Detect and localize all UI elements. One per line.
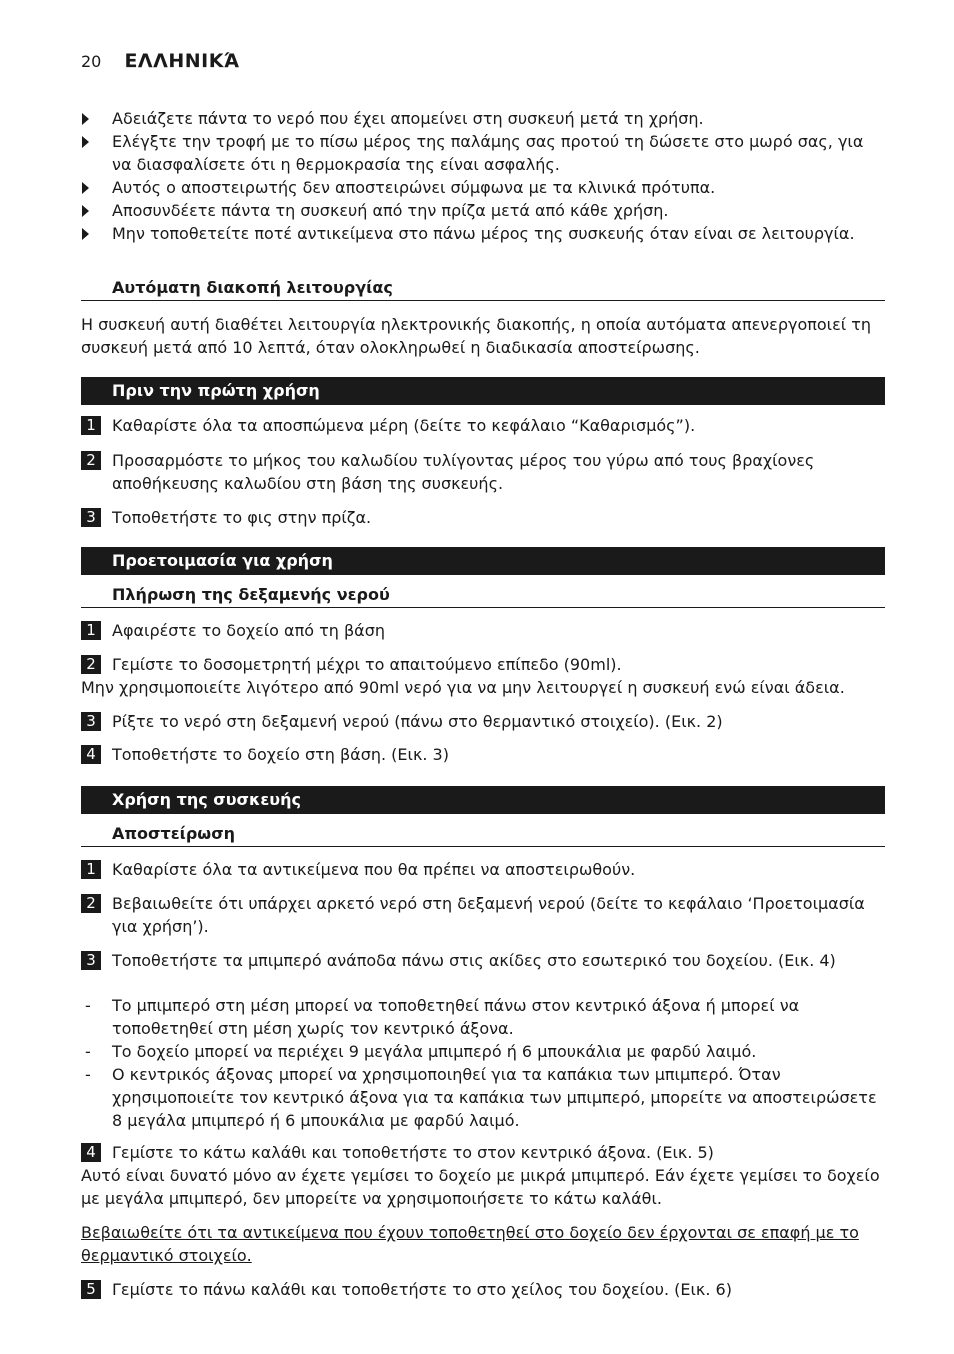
step-number: 1: [81, 416, 101, 435]
auto-off-paragraph: Η συσκευή αυτή διαθέτει λειτουργία ηλεκτρονικής διακοπής, η οποία αυτόματα απενεργοποιεί τη συσκευή μετά από 10 λεπτά, όταν ολοκληρωθεί η διαδικασία αποστείρωσης.: [81, 315, 871, 357]
step-text: Γεμίστε το κάτω καλάθι και τοποθετήστε το στον κεντρικό άξονα. (Εικ. 5): [112, 1143, 714, 1162]
step-number: 5: [81, 1280, 101, 1299]
list-item: Ελέγξτε την τροφή με το πίσω μέρος της παλάμης σας προτού τη δώσετε στο μωρό σας, για να διασφαλίσετε ότι η θερμοκρασία της είναι ασφαλής.: [81, 130, 885, 176]
step-number: 2: [81, 655, 101, 674]
step-number: 4: [81, 1143, 101, 1162]
step-text: Βεβαιωθείτε ότι υπάρχει αρκετό νερό στη δεξαμενή νερού (δείτε το κεφάλαιο ‘Προετοιμασία για χρήση’).: [112, 894, 865, 936]
step-item: [81, 1278, 885, 1301]
step-text: Αφαιρέστε το δοχείο από τη βάση: [112, 621, 385, 640]
step-item: [81, 619, 885, 642]
page-number: 20: [81, 52, 102, 71]
step-item: [81, 710, 885, 733]
note-text: Αυτό είναι δυνατό μόνο αν έχετε γεμίσει το δοχείο με μικρά μπιμπερό. Εάν έχετε γεμίσει το δοχείο με μεγάλα μπιμπερό, δεν μπορείτε να χρησιμοποιήσετε το κάτω καλάθι.: [81, 1166, 880, 1208]
step-item: [81, 653, 885, 676]
step-text: Καθαρίστε όλα τα αντικείμενα που θα πρέπει να αποστειρωθούν.: [112, 860, 636, 879]
step-item: [81, 1141, 885, 1164]
list-item: - Το μπιμπερό στη μέση μπορεί να τοποθετηθεί πάνω στον κεντρικό άξονα ή μπορεί να τοποθετηθεί στη μέση χωρίς τον κεντρικό άξονα.: [85, 996, 800, 1038]
step-number: 3: [81, 712, 101, 731]
bullet-arrow-icon: [81, 199, 112, 222]
step-text: Τοποθετήστε το φις στην πρίζα.: [112, 508, 372, 527]
list-item: Αποσυνδέετε πάντα τη συσκευή από την πρίζα μετά από κάθε χρήση.: [81, 199, 885, 222]
step-number: 1: [81, 860, 101, 879]
step-text: Προσαρμόστε το μήκος του καλωδίου τυλίγοντας μέρος του γύρω από τους βραχίονες αποθήκευσης καλωδίου στη βάση της συσκευής.: [112, 451, 815, 493]
step-item: [81, 506, 885, 529]
bullet-arrow-icon: [81, 176, 112, 199]
list-item: Μην τοποθετείτε ποτέ αντικείμενα στο πάνω μέρος της συσκευής όταν είναι σε λειτουργία.: [81, 222, 885, 245]
section-bar-using-appliance: Χρήση της συσκευής: [81, 786, 885, 814]
step-text: Ρίξτε το νερό στη δεξαμενή νερού (πάνω στο θερμαντικό στοιχείο). (Εικ. 2): [112, 712, 723, 731]
warning-underlined-text: Βεβαιωθείτε ότι τα αντικείμενα που έχουν τοποθετηθεί στο δοχείο δεν έρχονται σε επαφή με το θερμαντικό στοιχείο.: [81, 1223, 859, 1265]
step-number: 3: [81, 508, 101, 527]
step-item: [81, 449, 885, 495]
step-item: [81, 892, 885, 938]
step-item: [81, 743, 885, 766]
bullet-arrow-icon: [81, 107, 112, 130]
note-text: Μην χρησιμοποιείτε λιγότερο από 90ml νερό για να μην λειτουργεί η συσκευή ενώ είναι άδεια.: [81, 678, 845, 697]
list-item: - Ο κεντρικός άξονας μπορεί να χρησιμοποιηθεί για τα καπάκια των μπιμπερό. Όταν χρησιμοποιείτε τον κεντρικό άξονα για τα καπάκια των μπιμπερό, μπορείτε να αποστειρώσετε 8 μεγάλα μπιμπερό ή 6 μπουκάλια με φαρδύ λαιμό.: [85, 1065, 877, 1130]
step-text: Τοποθετήστε τα μπιμπερό ανάποδα πάνω στις ακίδες στο εσωτερικό του δοχείου. (Εικ. 4): [112, 951, 836, 970]
list-item: Αυτός ο αποστειρωτής δεν αποστειρώνει σύμφωνα με τα κλινικά πρότυπα.: [81, 176, 885, 199]
step-text: Τοποθετήστε το δοχείο στη βάση. (Εικ. 3): [112, 745, 449, 764]
step-text: Καθαρίστε όλα τα αποσπώμενα μέρη (δείτε το κεφάλαιο “Καθαρισμός”).: [112, 416, 696, 435]
bullet-arrow-icon: [81, 222, 112, 245]
step-number: 4: [81, 745, 101, 764]
step-number: 1: [81, 621, 101, 640]
dash-list: [81, 994, 885, 1132]
step-text: Γεμίστε το πάνω καλάθι και τοποθετήστε το στο χείλος του δοχείου. (Εικ. 6): [112, 1280, 732, 1299]
list-item: Αδειάζετε πάντα το νερό που έχει απομείνει στη συσκευή μετά τη χρήση.: [81, 107, 885, 130]
step-item: [81, 858, 885, 881]
step-item: [81, 414, 885, 437]
section-bar-preparation: Προετοιμασία για χρήση: [81, 547, 885, 575]
step-number: 3: [81, 951, 101, 970]
step-number: 2: [81, 894, 101, 913]
auto-off-heading: Αυτόματη διακοπή λειτουργίας: [81, 277, 885, 301]
warning-bullet-list: [81, 107, 885, 245]
list-item: - Το δοχείο μπορεί να περιέχει 9 μεγάλα μπιμπερό ή 6 μπουκάλια με φαρδύ λαιμό.: [85, 1042, 757, 1061]
step-number: 2: [81, 451, 101, 470]
step-item: [81, 949, 885, 972]
sterilisation-heading: Αποστείρωση: [81, 823, 885, 847]
fill-water-tank-heading: Πλήρωση της δεξαμενής νερού: [81, 584, 885, 608]
section-bar-before-first-use: Πριν την πρώτη χρήση: [81, 377, 885, 405]
step-text: Γεμίστε το δοσομετρητή μέχρι το απαιτούμενο επίπεδο (90ml).: [112, 655, 622, 674]
page-header: [81, 50, 240, 72]
language-title: ΕΛΛΗΝΙΚΆ: [124, 50, 240, 72]
bullet-arrow-icon: [81, 130, 112, 176]
